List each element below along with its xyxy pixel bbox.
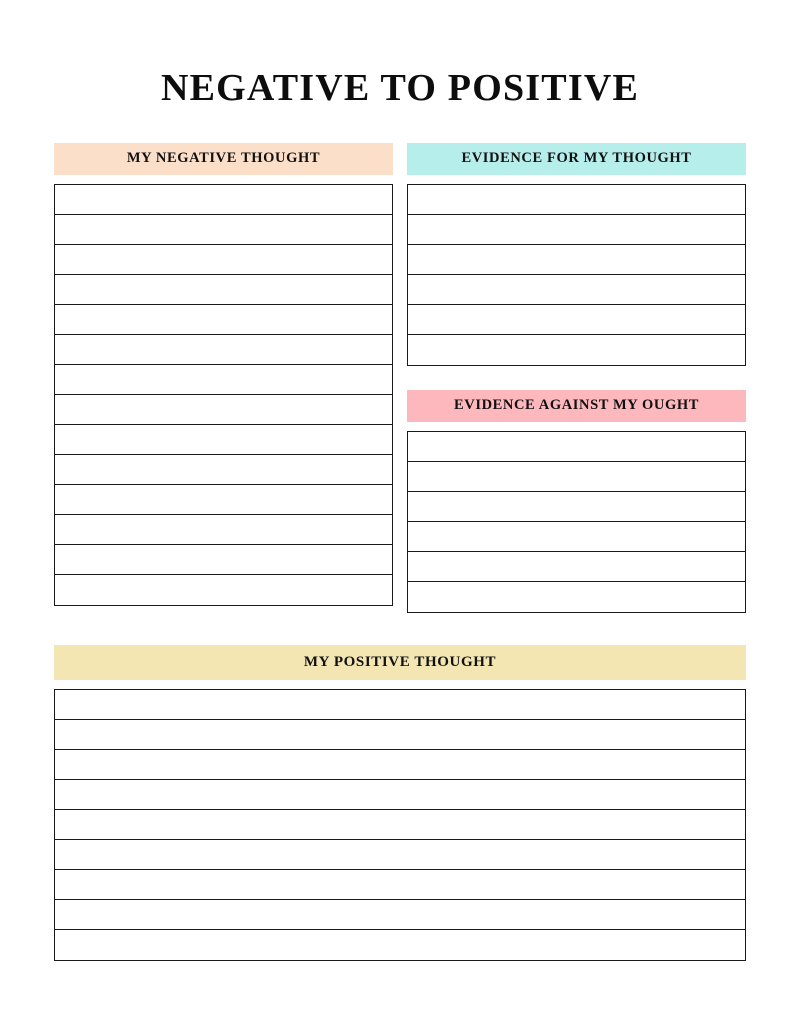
write-line[interactable] [55, 515, 392, 545]
write-line[interactable] [55, 690, 745, 720]
write-line[interactable] [55, 425, 392, 455]
write-line[interactable] [408, 275, 745, 305]
write-line[interactable] [55, 545, 392, 575]
write-line[interactable] [408, 552, 745, 582]
page-title: NEGATIVE TO POSITIVE [160, 67, 640, 109]
write-line[interactable] [408, 492, 745, 522]
write-line[interactable] [55, 810, 745, 840]
columns-container [54, 110, 746, 613]
write-line[interactable] [55, 485, 392, 515]
write-line[interactable] [55, 455, 392, 485]
write-line[interactable] [408, 462, 745, 492]
section-spacer [407, 366, 746, 390]
write-line[interactable] [55, 275, 392, 305]
positive-thought-section [54, 613, 746, 961]
write-line[interactable] [55, 900, 745, 930]
evidence-for-section [407, 143, 746, 366]
negative-thought-lines[interactable] [54, 184, 393, 606]
write-line[interactable] [408, 522, 745, 552]
write-line[interactable] [55, 365, 392, 395]
positive-thought-lines[interactable] [54, 689, 746, 961]
write-line[interactable] [55, 840, 745, 870]
write-line[interactable] [55, 305, 392, 335]
evidence-against-header: EVIDENCE AGAINST MY OUGHT [407, 390, 746, 422]
write-line[interactable] [55, 245, 392, 275]
evidence-for-lines[interactable] [407, 184, 746, 366]
write-line[interactable] [55, 335, 392, 365]
write-line[interactable] [55, 780, 745, 810]
negative-thought-section [54, 143, 393, 613]
write-line[interactable] [55, 870, 745, 900]
write-line[interactable] [55, 395, 392, 425]
write-line[interactable] [408, 582, 745, 612]
write-line[interactable] [55, 720, 745, 750]
write-line[interactable] [408, 305, 745, 335]
write-line[interactable] [408, 185, 745, 215]
negative-thought-header: MY NEGATIVE THOUGHT [54, 143, 393, 175]
evidence-against-section [407, 390, 746, 613]
right-column [407, 143, 746, 613]
write-line[interactable] [408, 335, 745, 365]
write-line[interactable] [55, 575, 392, 605]
write-line[interactable] [55, 750, 745, 780]
write-line[interactable] [408, 215, 745, 245]
positive-thought-header: MY POSITIVE THOUGHT [54, 645, 746, 680]
write-line[interactable] [408, 432, 745, 462]
evidence-against-lines[interactable] [407, 431, 746, 613]
write-line[interactable] [55, 930, 745, 960]
write-line[interactable] [55, 185, 392, 215]
write-line[interactable] [55, 215, 392, 245]
write-line[interactable] [408, 245, 745, 275]
evidence-for-header: EVIDENCE FOR MY THOUGHT [407, 143, 746, 175]
